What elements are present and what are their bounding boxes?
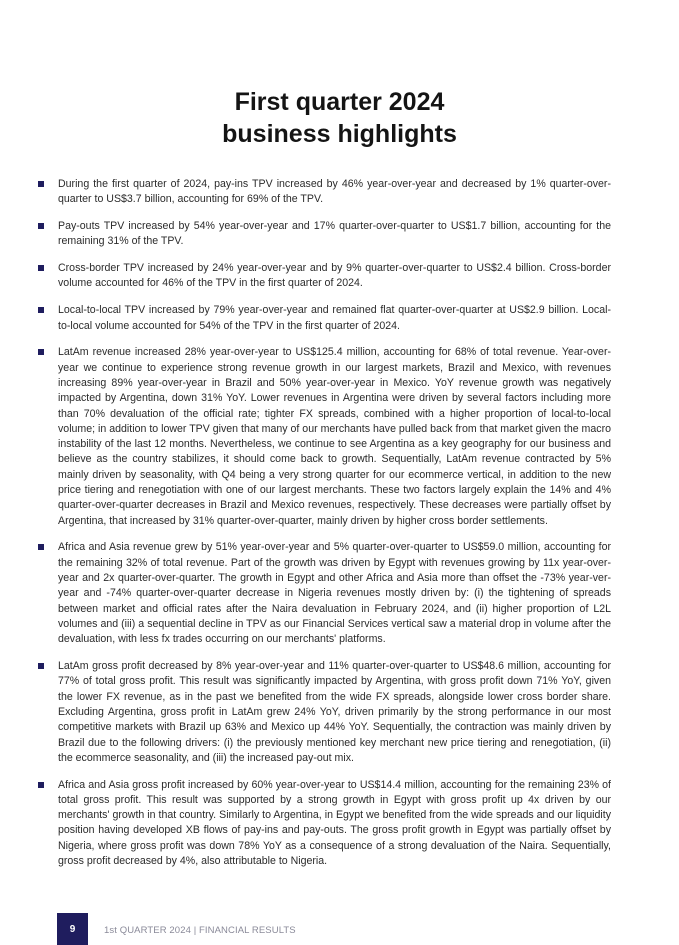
bullet-square-icon: [38, 265, 44, 271]
highlight-text: During the first quarter of 2024, pay-ins TPV increased by 46% year-over-year and decreased by 1% quarter-over-quarter to US$3.7 billion, accounting for 69% of the TPV.: [58, 178, 611, 206]
bullet-square-icon: [38, 223, 44, 229]
highlight-text: Africa and Asia revenue grew by 51% year-over-year and 5% quarter-over-quarter to US$59.0 million, accounting for the remaining 32% of total revenue. Part of the growth was driven by Egypt with revenues growing by 11x year-over-year and 2x quarter-over-quarter. The growth in Egypt and other Africa and Asia more than offset the -73% year-ver-year and -74% quarter-over-quarter decrease in Nigeria revenues mostly driven by: (i) the tightening of spreads between market and official rates after the Naira devaluation in February 2024, and (ii) higher proportion of L2L volumes and (iii) a sequential decline in TPV as our Financial Services vertical saw a material drop in volume after the devaluation, with less fx trades occurring on our merchants' platforms.: [58, 541, 611, 646]
page-title-line-1: First quarter 2024: [234, 88, 445, 116]
highlight-text: Local-to-local TPV increased by 79% year-over-year and remained flat quarter-over-quarter at US$2.9 billion. Local-to-local volume accounted for 54% of the TPV in the first quarter of 2024.: [58, 304, 611, 332]
highlight-text: Pay-outs TPV increased by 54% year-over-year and 17% quarter-over-quarter to US$1.7 billion, accounting for the remaining 31% of the TPV.: [58, 220, 611, 248]
highlight-item-pay-ins: [38, 177, 611, 208]
highlight-item-latam-revenue: [38, 345, 611, 529]
highlight-item-pay-outs: [38, 219, 611, 250]
highlight-text: LatAm revenue increased 28% year-over-year to US$125.4 million, accounting for 68% of total revenue. Year-over-year we continue to experience strong revenue growth in our largest markets, Brazil and Mexico, with revenues increasing 89% year-over-year in Brazil and 50% year-over-year in Mexico. YoY revenue growth was negatively impacted by Argentina, down 31% YoY. Lower revenues in Argentina were driven by several factors including more than 70% devaluation of the official rate; tighter FX spreads, combined with a higher proportion of local-to-local volume; in addition to lower TPV given that many of our merchants have pulled back from that market given the macro instability of the last 12 months. Nevertheless, we continue to see Argentina as a key geography for our business and believe as the country stabilizes, it should come back to growth. Sequentially, LatAm revenue contracted by 5% mainly driven by seasonality, with Q4 being a very strong quarter for our ecommerce vertical, in addition to the new price tiering and renegotiation with one of our largest merchants. These two factors largely explain the 14% and 4% quarter-over-quarter decreases in Brazil and Mexico revenues, respectively. These decreases were partially offset by Argentina, that increased by 31% quarter-over-quarter, mainly driven by higher cross border settlements.: [58, 346, 611, 527]
highlight-item-local-to-local: [38, 303, 611, 334]
bullet-square-icon: [38, 181, 44, 187]
page-number: 9: [69, 923, 76, 935]
bullet-square-icon: [38, 307, 44, 313]
highlights-list: [38, 177, 611, 881]
page-title: [0, 86, 679, 150]
bullet-square-icon: [38, 663, 44, 669]
highlight-text: LatAm gross profit decreased by 8% year-over-year and 11% quarter-over-quarter to US$48.6 million, accounting for 77% of total gross profit. This result was significantly impacted by Argentina, with gross profit down 71% YoY, given the lower FX revenue, as in the past we benefited from the wide FX spreads, alongside lower cross border share. Excluding Argentina, gross profit in LatAm grew 24% YoY, driven primarily by the strong performance in our most competitive markets with Brazil up 63% and Mexico up 44% YoY. Sequentially, the contraction was mainly driven by Brazil due to the following drivers: (i) the previously mentioned key merchant new price tiering and renegotiation, (ii) the ecommerce seasonality, and (iii) the increased pay-out mix.: [58, 660, 611, 764]
highlight-text: Africa and Asia gross profit increased by 60% year-over-year to US$14.4 million, accounting for the remaining 23% of total gross profit. This result was supported by a strong growth in Egypt with gross profit up 4x driven by our merchants' growth in that country. Similarly to Argentina, in Egypt we benefited from the wide spreads and our liquidity position having developed XB flows of pay-ins and pay-outs. The gross profit growth in Egypt was partially offset by Nigeria, where gross profit was down 78% YoY as a consequence of a strong devaluation of the Naira. Sequentially, gross profit decreased by 4%, also attributable to Nigeria.: [58, 778, 611, 868]
highlight-item-cross-border: [38, 261, 611, 292]
highlight-item-africa-asia-gross-profit: [38, 778, 611, 870]
bullet-square-icon: [38, 349, 44, 355]
highlight-item-africa-asia-revenue: [38, 540, 611, 647]
highlight-text: Cross-border TPV increased by 24% year-over-year and by 9% quarter-over-quarter to US$2.4 billion. Cross-border volume accounted for 46% of the TPV in the first quarter of 2024.: [58, 262, 611, 290]
footer-label: 1st QUARTER 2024 | FINANCIAL RESULTS: [104, 925, 296, 936]
bullet-square-icon: [38, 782, 44, 788]
page-number-badge: [57, 913, 88, 945]
bullet-square-icon: [38, 544, 44, 550]
page-title-line-2: business highlights: [222, 120, 457, 148]
highlight-item-latam-gross-profit: [38, 659, 611, 766]
